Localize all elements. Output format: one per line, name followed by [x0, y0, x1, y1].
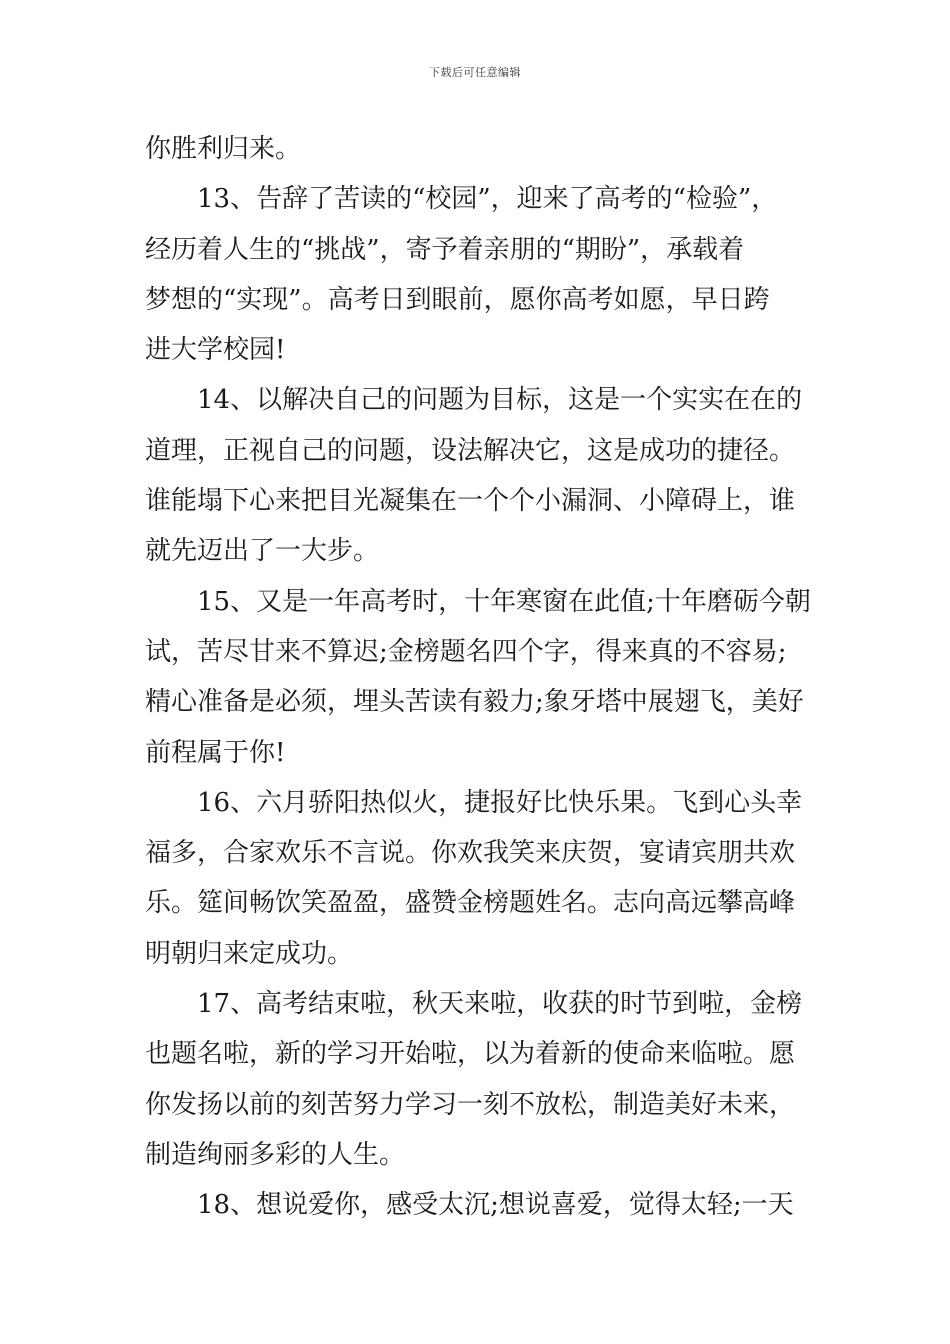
- text-line: 制造绚丽多彩的人生。: [145, 1139, 406, 1170]
- text-line: 17、高考结束啦，秋天来啦，收获的时节到啦，金榜: [197, 989, 803, 1020]
- text-line: 明朝归来定成功。: [145, 938, 354, 969]
- text-line: 福多，合家欢乐不言说。你欢我笑来庆贺，宴请宾朋共欢: [145, 838, 796, 869]
- text-line: 乐。筵间畅饮笑盈盈，盛赞金榜题姓名。志向高远攀高峰: [145, 888, 796, 919]
- text-line: 14、以解决自己的问题为目标，这是一个实实在在的: [197, 385, 803, 416]
- text-line: 经历着人生的“挑战”，寄予着亲朋的“期盼”，承载着: [145, 234, 745, 265]
- text-line: 试，苦尽甘来不算迟;金榜题名四个字，得来真的不容易;: [145, 636, 787, 667]
- text-line: 你发扬以前的刻苦努力学习一刻不放松，制造美好未来，: [145, 1089, 796, 1120]
- text-line: 精心准备是必须，埋头苦读有毅力;象牙塔中展翅飞，美好: [145, 687, 804, 718]
- body-text: [145, 124, 813, 1231]
- text-line: 18、想说爱你，感受太沉;想说喜爱，觉得太轻;一天: [197, 1190, 794, 1221]
- text-line: 谁能塌下心来把目光凝集在一个个小漏洞、小障碍上，谁: [145, 486, 796, 517]
- text-line: 道理，正视自己的问题，设法解决它，这是成功的捷径。: [145, 435, 796, 466]
- text-line: 16、六月骄阳热似火，捷报好比快乐果。飞到心头幸: [197, 787, 803, 818]
- text-line: 13、告辞了苦读的“校园”，迎来了高考的“检验”，: [197, 184, 778, 215]
- text-line: 也题名啦，新的学习开始啦，以为着新的使命来临啦。愿: [145, 1039, 796, 1070]
- text-line: 15、又是一年高考时，十年寒窗在此值;十年磨砺今朝: [197, 586, 811, 617]
- text-line: 梦想的“实现”。高考日到眼前，愿你高考如愿，早日跨: [145, 284, 770, 315]
- text-line: 前程属于你!: [145, 737, 286, 768]
- text-line: 就先迈出了一大步。: [145, 536, 380, 567]
- page-header: 下载后可任意编辑: [429, 66, 521, 79]
- text-line: 进大学校园!: [145, 335, 286, 366]
- text-line: 你胜利归来。: [145, 134, 302, 164]
